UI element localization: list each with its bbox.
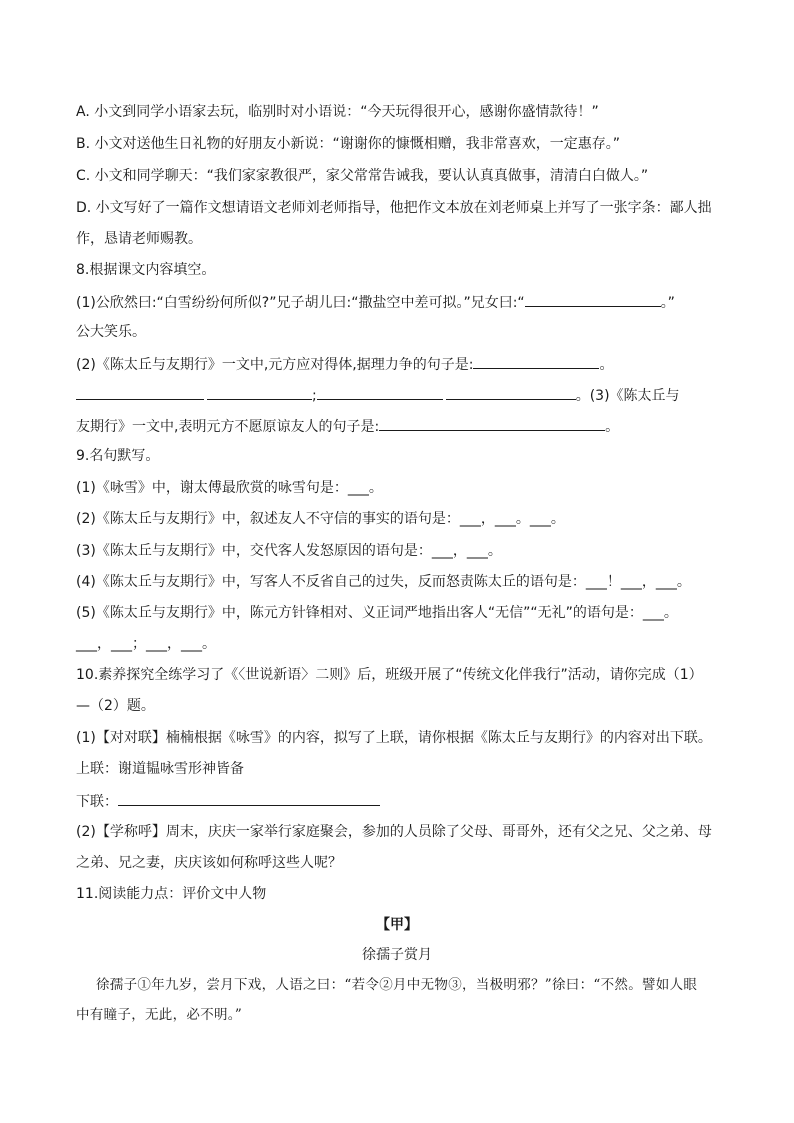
q8-part1-end: 。” bbox=[660, 295, 675, 311]
q8-separator: ; bbox=[312, 388, 317, 404]
q8-part2-line1 bbox=[76, 353, 613, 373]
q8-part1-line2: 公大笑乐。 bbox=[76, 324, 146, 340]
q9-item-4: (4)《陈太丘与友期行》中，写客人不反省自己的过失，反而怒责陈太丘的语句是：___！___，___。 bbox=[76, 574, 691, 590]
q9-item-1: (1)《咏雪》中，谢太傅最欣赏的咏雪句是：___。 bbox=[76, 480, 383, 496]
q9-title: 9.名句默写。 bbox=[76, 448, 160, 464]
q9-item-5-cont: ___，___；___，___。 bbox=[76, 636, 216, 652]
q11-title: 11.阅读能力点：评价文中人物 bbox=[76, 886, 267, 902]
answer-blank[interactable] bbox=[446, 384, 576, 400]
q8-part2-line2 bbox=[76, 384, 680, 404]
q8-part1-text: (1)公欣然曰:“白雪纷纷何所似?”兄子胡儿曰:“撒盐空中差可拟。”兄女曰:“ bbox=[76, 295, 525, 311]
q10-upper-couplet: 上联：谢道韫咏雪形神皆备 bbox=[76, 761, 244, 777]
answer-blank[interactable] bbox=[379, 415, 605, 431]
q8-title: 8.根据课文内容填空。 bbox=[76, 262, 216, 278]
q10-sub2-line1: (2)【学称呼】周末，庆庆一家举行家庭聚会，参加的人员除了父母、哥哥外，还有父之兄、父之弟、母 bbox=[76, 824, 712, 840]
q8-part3-start: 。(3)《陈太丘与 bbox=[575, 388, 680, 404]
q9-item-2: (2)《陈太丘与友期行》中，叙述友人不守信的事实的语句是：___，___。___。 bbox=[76, 511, 565, 527]
q8-part3-text: 友期行》一文中,表明元方不愿原谅友人的句子是: bbox=[76, 419, 380, 435]
q10-title-line2: —（2）题。 bbox=[76, 698, 155, 714]
q8-part1-line1 bbox=[76, 291, 675, 311]
passage-label-jia: 【甲】 bbox=[376, 917, 418, 933]
passage-paragraph-line2: 中有瞳子，无此，必不明。” bbox=[76, 1007, 243, 1023]
q8-part3-end: 。 bbox=[605, 419, 620, 435]
lower-couplet-label: 下联： bbox=[76, 794, 118, 810]
q10-sub1: (1)【对对联】楠楠根据《咏雪》的内容，拟写了上联，请你根据《陈太丘与友期行》的内容对出下联。 bbox=[76, 730, 712, 746]
passage-paragraph-line1: 徐孺子①年九岁，尝月下戏，人语之曰：“若令②月中无物③，当极明邪？”徐曰：“不然。譬如人眼 bbox=[96, 977, 698, 993]
passage-title: 徐孺子赏月 bbox=[362, 947, 432, 963]
answer-blank[interactable] bbox=[118, 790, 380, 806]
answer-blank[interactable] bbox=[207, 384, 312, 400]
q10-title-line1: 10.素养探究全练学习了《〈世说新语〉二则》后，班级开展了“传统文化伴我行”活动，请你完成（1） bbox=[76, 667, 703, 683]
q9-item-5: (5)《陈太丘与友期行》中，陈元方针锋相对、义正词严地指出客人“无信”“无礼”的语句是：___。 bbox=[76, 605, 678, 621]
answer-blank[interactable] bbox=[525, 291, 661, 307]
q7-option-d-line1: D. 小文写好了一篇作文想请语文老师刘老师指导，他把作文本放在刘老师桌上并写了一张字条：鄙人拙 bbox=[76, 200, 712, 216]
q8-part2-text: (2)《陈太丘与友期行》一文中,元方应对得体,据理力争的句子是: bbox=[76, 357, 474, 373]
q7-option-a: A. 小文到同学小语家去玩，临别时对小语说：“今天玩得很开心，感谢你盛情款待！” bbox=[76, 104, 599, 120]
q8-part3-line bbox=[76, 415, 619, 435]
q7-option-d-line2: 作，恳请老师赐教。 bbox=[76, 231, 202, 247]
q9-item-3: (3)《陈太丘与友期行》中，交代客人发怒原因的语句是：___，___。 bbox=[76, 543, 502, 559]
q10-sub2-line2: 之弟、兄之妻，庆庆该如何称呼这些人呢？ bbox=[76, 855, 342, 871]
q10-lower-couplet bbox=[76, 790, 380, 810]
q8-part2-end: 。 bbox=[599, 357, 614, 373]
q7-option-b: B. 小文对送他生日礼物的好朋友小新说：“谢谢你的慷慨相赠，我非常喜欢，一定惠存。” bbox=[76, 136, 621, 152]
q7-option-c: C. 小文和同学聊天：“我们家家教很严，家父常常告诫我，要认认真真做事，清清白白做人。” bbox=[76, 168, 649, 184]
answer-blank[interactable] bbox=[473, 353, 599, 369]
answer-blank[interactable] bbox=[317, 384, 443, 400]
answer-blank[interactable] bbox=[76, 384, 204, 400]
